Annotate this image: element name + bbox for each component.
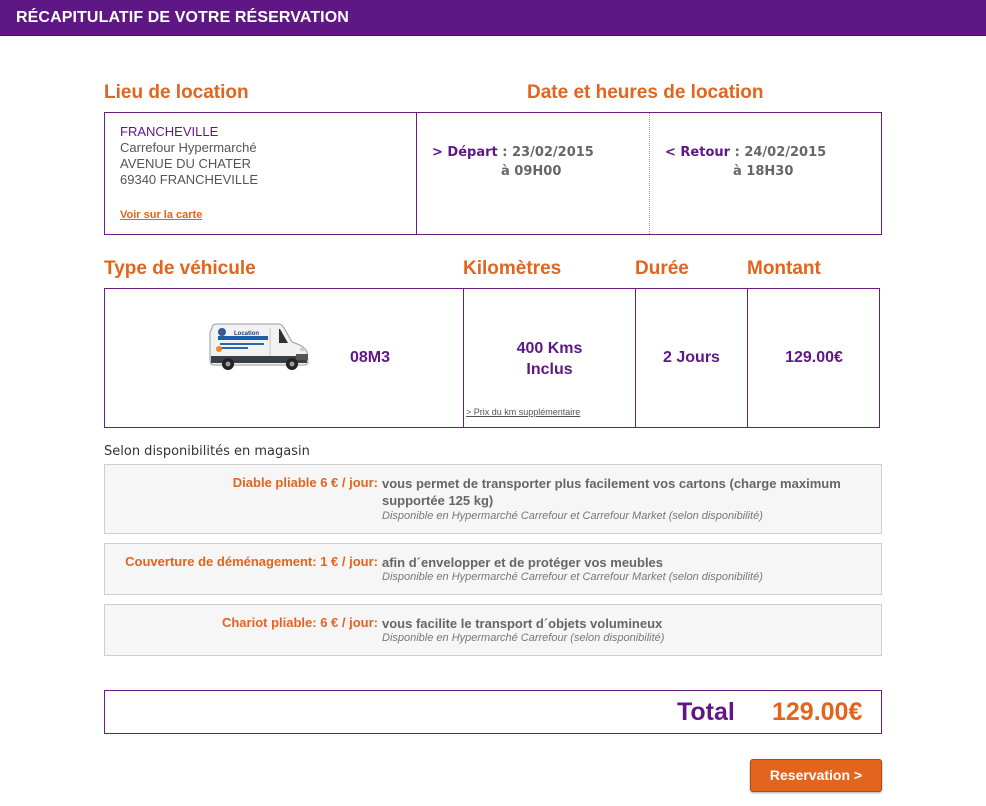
store-postcode: 69340 FRANCHEVILLE [120, 172, 259, 187]
departure-cell [417, 113, 649, 234]
km-header: Kilomètres [463, 258, 562, 279]
availability-note: Selon disponibilités en magasin [104, 444, 310, 459]
vehicle-code: 08M3 [349, 349, 391, 366]
option-availability: Disponible en Hypermarché Carrefour et Carrefour Market (selon disponibilité) [382, 510, 763, 522]
rental-amount: 129.00€ [785, 349, 843, 366]
van-image [208, 322, 310, 372]
view-map-link[interactable]: Voir sur la carte [120, 209, 203, 221]
departure-line [432, 145, 594, 160]
total-box [104, 690, 882, 734]
location-cell [105, 113, 416, 234]
amount-header: Montant [747, 258, 821, 279]
total-label: Total [677, 698, 735, 726]
option-label: Couverture de déménagement: 1 € / jour: [125, 554, 378, 569]
option-moving-blanket [104, 543, 882, 595]
option-availability: Disponible en Hypermarché Carrefour et Carrefour Market (selon disponibilité) [382, 571, 763, 583]
page-header [0, 0, 986, 36]
reservation-button[interactable]: Reservation > [750, 759, 882, 792]
return-line [665, 145, 826, 160]
option-description: vous facilite le transport d´objets volumineux [382, 616, 663, 631]
option-folding-trolley [104, 604, 882, 656]
return-cell [650, 113, 881, 234]
return-time: à 18H30 [733, 164, 794, 179]
option-hand-truck [104, 464, 882, 534]
option-label: Chariot pliable: 6 € / jour: [221, 615, 378, 630]
vehicle-type-header: Type de véhicule [104, 258, 256, 279]
departure-label: > Départ [432, 145, 498, 160]
km-value: 400 Kms [516, 340, 583, 357]
store-city: FRANCHEVILLE [120, 124, 219, 139]
departure-date: : 23/02/2015 [497, 145, 594, 160]
option-label: Diable pliable 6 € / jour: [232, 475, 378, 490]
duration-header: Durée [635, 258, 689, 279]
option-description: vous permet de transporter plus facilement vos cartons (charge maximum supportée 125 kg) [382, 476, 841, 508]
option-availability: Disponible en Hypermarché Carrefour (selon disponibilité) [382, 632, 665, 644]
km-included [464, 338, 635, 380]
location-dates-box [104, 112, 882, 235]
store-name: Carrefour Hypermarché [120, 140, 257, 155]
return-label: < Retour [665, 145, 731, 160]
dates-section-title: Date et heures de location [527, 82, 764, 103]
store-street: AVENUE DU CHATER [120, 156, 251, 171]
return-date: : 24/02/2015 [730, 145, 827, 160]
extra-km-price-link[interactable]: > Prix du km supplémentaire [466, 407, 581, 417]
page-title: RÉCAPITULATIF DE VOTRE RÉSERVATION [16, 9, 349, 26]
km-inclus: Inclus [526, 361, 573, 378]
departure-time: à 09H00 [501, 164, 562, 179]
location-section-title: Lieu de location [104, 82, 249, 103]
van-brand-label: Location [234, 331, 259, 337]
total-value: 129.00€ [772, 698, 863, 726]
rental-duration: 2 Jours [663, 349, 720, 366]
option-description: afin d´envelopper et de protéger vos meubles [382, 555, 664, 570]
